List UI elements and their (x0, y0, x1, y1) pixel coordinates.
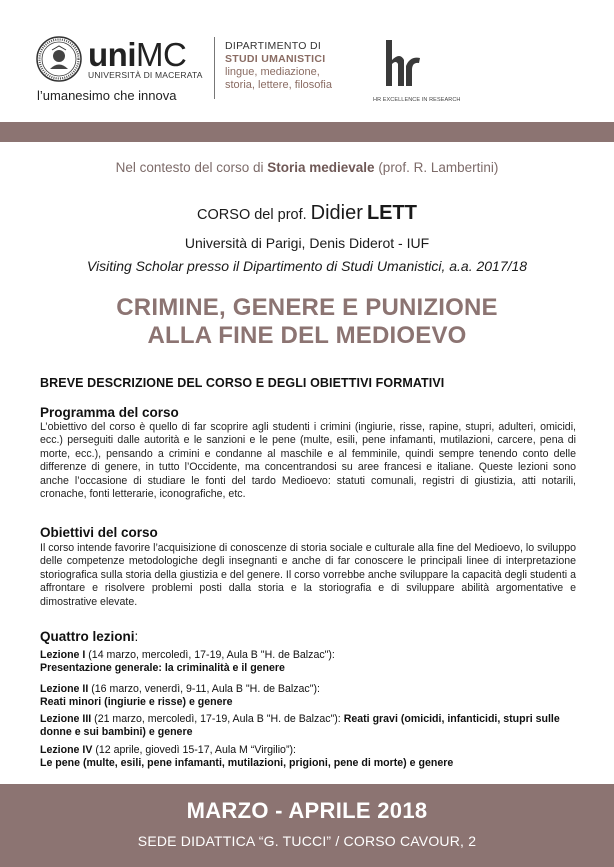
professor-university: Università di Parigi, Denis Diderot - IUF (184, 235, 430, 251)
university-name: UNIVERSITÀ DI MACERATA (88, 70, 203, 80)
header-divider (214, 37, 215, 99)
hr-excellence-logo-icon (382, 38, 422, 88)
lesson-info: (12 aprile, giovedì 15-17, Aula M “Virgilio”): (95, 744, 296, 756)
hr-excellence-text: HR EXCELLENCE IN RESEARCH (373, 97, 461, 103)
visiting-scholar: Visiting Scholar presso il Dipartimento di Studi Umanistici, a.a. 2017/18 (86, 258, 528, 274)
tagline: l’umanesimo che innova (37, 88, 177, 103)
obiettivi-heading: Obiettivi del corso (40, 525, 158, 540)
professor-first-name: Didier (310, 202, 363, 224)
programma-heading: Programma del corso (40, 405, 179, 420)
logo-uni-text: uni (88, 36, 136, 73)
course-context (0, 160, 614, 175)
lesson-info: (21 marzo, mercoledì, 17-19, Aula B "H. de Balzac"): (94, 713, 341, 725)
section-heading: BREVE DESCRIZIONE DEL CORSO E DEGLI OBIETTIVI FORMATIVI (40, 376, 445, 390)
unimc-logo[interactable] (88, 38, 186, 71)
course-professor (0, 202, 614, 225)
footer-band (0, 784, 614, 867)
lesson-topic: Reati minori (ingiurie e risse) e genere (40, 696, 233, 709)
lesson-topic: Reati gravi (omicidi, infanticidi, stupri sulle donne e sui bambini) e genere (40, 713, 560, 739)
dept-line-4: storia, lettere, filosofia (225, 79, 332, 91)
lesson-item (40, 683, 580, 710)
university-seal-icon (36, 36, 82, 82)
lesson-label: Lezione II (40, 683, 89, 695)
course-dates: MARZO - APRILE 2018 (186, 798, 428, 823)
lesson-item (40, 713, 580, 740)
lezioni-heading-text: Quattro lezioni (40, 629, 135, 644)
lesson-label: Lezione III (40, 713, 92, 725)
top-band (0, 122, 614, 142)
department-block (225, 40, 332, 92)
dept-line-2: STUDI UMANISTICI (225, 53, 326, 65)
title-line-2: ALLA FINE DEL MEDIOEVO (147, 322, 467, 349)
lesson-info: (14 marzo, mercoledì, 17-19, Aula B "H. de Balzac"): (88, 649, 335, 661)
corso-label: CORSO del prof. (197, 207, 307, 223)
logo-mc-text: MC (135, 36, 187, 73)
lesson-label: Lezione IV (40, 744, 93, 756)
lesson-topic: Presentazione generale: la criminalità e il genere (40, 662, 285, 675)
context-suffix: (prof. R. Lambertini) (378, 160, 499, 175)
lesson-topic: Le pene (multe, esili, pene infamanti, mutilazioni, prigioni, pene di morte) e genere (40, 757, 454, 770)
title-line-1: CRIMINE, GENERE E PUNIZIONE (116, 294, 498, 321)
professor-last-name: LETT (366, 202, 417, 224)
obiettivi-text: Il corso intende favorire l’acquisizione di conoscenze di storia sociale e culturale alla fine del Medioevo, lo sviluppo delle competenze metodologiche degli insegnanti e anche di far conoscere le principali linee di interpretazione storiografica sulla storia della giustizia e del genere. Il corso vorrebbe anche sviluppare la capacità degli studenti a affrontare e risolvere problemi posti dalla storia e la storiografia e di sviluppare abilità argomentative e dimostrative elevate. (40, 542, 576, 608)
lesson-item (40, 649, 580, 676)
lezioni-heading (40, 629, 138, 644)
header (0, 0, 614, 122)
course-title (0, 294, 614, 350)
lesson-info: (16 marzo, venerdì, 9-11, Aula B "H. de Balzac"): (91, 683, 320, 695)
lezioni-colon: : (134, 629, 139, 644)
programma-text: L’obiettivo del corso è quello di far scoprire agli studenti i crimini (ingiurie, risse, rapine, stupri, adulteri, omicidi, ecc.) perseguiti dalle autorità e le sanzioni e le pene (multe, esili, pene infamanti, mutilazioni, carcere, pena di morte, ecc.), pensando a crimini e condanne al maschile e al femminile, quindi sempre tenendo conto delle differenze di genere, in tutto l’Occidente, ma concentrandosi su aree francesi e italiane. Queste lezioni sono anche l’occasione di studiare le fonti del tardo Medioevo: statuti comunali, registri di giustizia, atti notarili, cronache, fonti letterarie, iconografiche, etc. (40, 421, 576, 501)
dept-line-1: DIPARTIMENTO DI (225, 40, 322, 52)
dept-line-3: lingue, mediazione, (225, 66, 320, 78)
lesson-label: Lezione I (40, 649, 86, 661)
context-prefix: Nel contesto del corso di (115, 160, 264, 175)
course-location: SEDE DIDATTICA “G. TUCCI” / CORSO CAVOUR, 2 (137, 833, 477, 849)
context-course: Storia medievale (267, 160, 375, 175)
lesson-item (40, 744, 580, 771)
